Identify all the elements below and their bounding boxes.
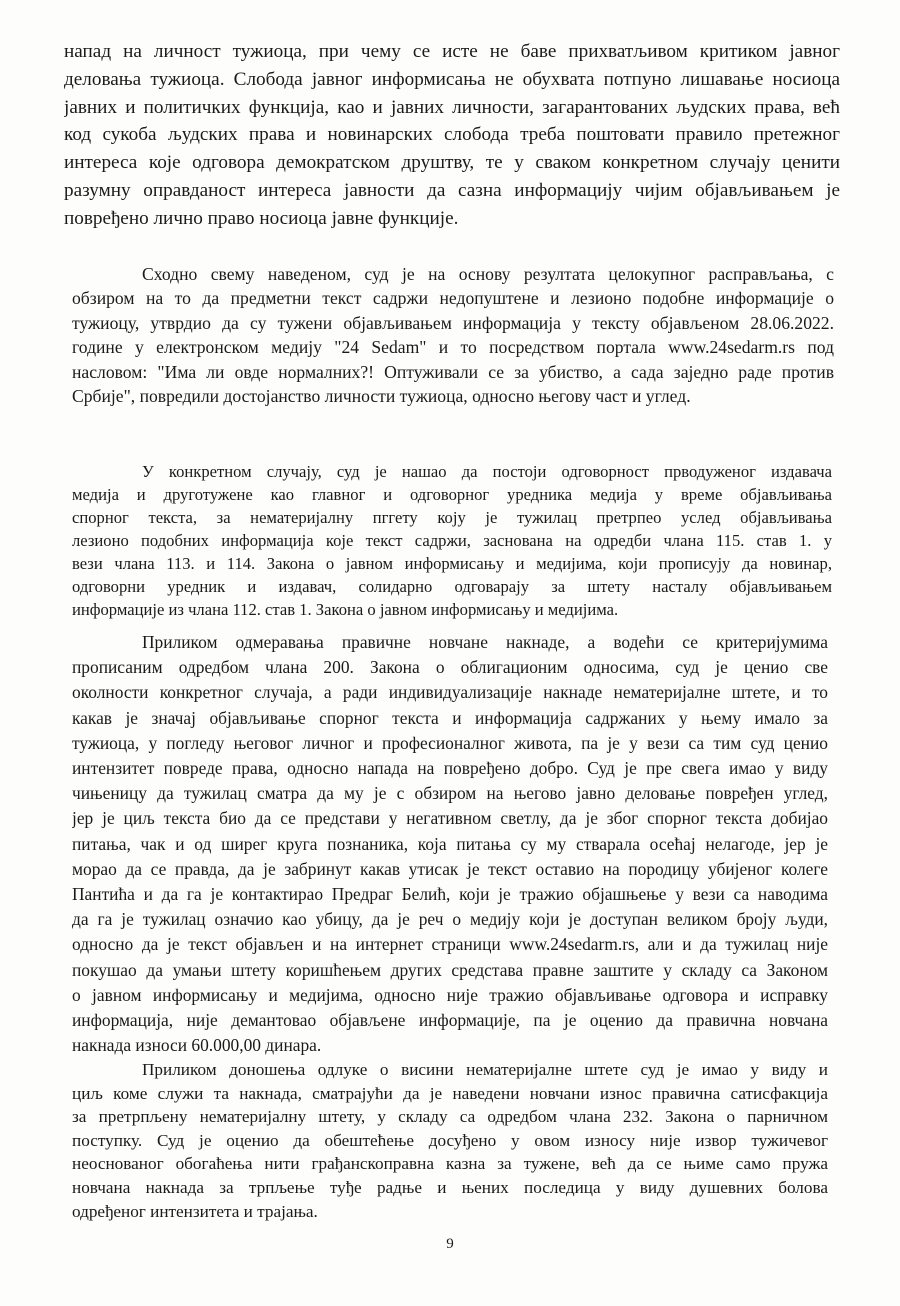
paragraph-line: тужиоца, у погледу његовог личног и професионалног живота, па је у вези са тим суд ценио xyxy=(72,732,828,753)
paragraph-line: о јавном информисању и медијима, односно није тражио објављивање одговора и исправку xyxy=(72,984,828,1005)
paragraph-line: околности конкретног случаја, а ради индивидуализације накнаде нематеријалне штете, и то xyxy=(72,682,828,703)
paragraph-line: информација, није демантовао објављене информације, па је оценио да правична новчана xyxy=(72,1010,828,1031)
paragraph-line: за претрпљену нематеријалну штету, у складу са одредбом члана 232. Закона о парничном xyxy=(72,1107,828,1127)
paragraph-line: поступку. Суд је оценио да обештећење досуђено у овом износу није извор тужичевог xyxy=(72,1130,828,1150)
paragraph-2 xyxy=(72,262,834,408)
paragraph-line: лезионо подобних информација које текст садржи, заснована на одредби члана 115. став 1. у xyxy=(72,531,832,550)
paragraph-line: године у електронском медију "24 Sedam" и то посредством портала www.24sedarm.rs под xyxy=(72,337,834,358)
paragraph-line: повређено лично право носиоца јавне функције. xyxy=(64,207,459,229)
paragraph-line: тужиоцу, утврдио да су тужени објављивањем информација у тексту објављеном 28.06.2022. xyxy=(72,312,834,333)
paragraph-line: одговорни уредник и издавач, солидарно одговарају за штету насталу објављивањем xyxy=(72,577,832,596)
paragraph-line: одређеног интензитета и трајања. xyxy=(72,1201,318,1221)
paragraph-line: информације из члана 112. став 1. Закона о јавном информисању и медијима. xyxy=(72,600,619,619)
paragraph-line: јавних и политичких функција, као и јавних личности, загарантованих људских права, већ xyxy=(64,96,840,118)
paragraph-line: Србије", повредили достојанство личности тужиоца, односно његову част и углед. xyxy=(72,386,691,407)
paragraph-line: циљ коме служи та накнада, сматрајући да је наведени новчани износ правична сатисфакција xyxy=(72,1083,828,1103)
paragraph-1 xyxy=(64,38,840,233)
paragraph-3 xyxy=(72,460,832,621)
paragraph-line: Сходно свему наведеном, суд је на основу резултата целокупног расправљања, с xyxy=(142,264,834,284)
paragraph-line: покушао да умањи штету коришћењем других средстава правне заштите у складу са Законом xyxy=(72,959,828,980)
paragraph-line: Приликом доношења одлуке о висини нематеријалне штете суд је имао у виду и xyxy=(142,1060,828,1079)
paragraph-line: јер је циљ текста био да се представи у негативном светлу, да је због спорног текста добијао xyxy=(72,808,828,829)
paragraph-line: односно да је текст објављен и на интернет страници www.24sedarm.rs, али и да тужилац није xyxy=(72,934,828,955)
paragraph-line: насловом: "Има ли овде нормалних?! Оптуживали се за убиство, а сада заједно раде против xyxy=(72,361,834,382)
paragraph-5 xyxy=(72,1058,828,1223)
paragraph-line: код сукоба људских права и новинарских слобода треба поштовати правило претежног xyxy=(64,124,840,146)
paragraph-line: медија и друготужене као главног и одговорног уредника медија у време објављивања xyxy=(72,485,832,504)
paragraph-line: питања, чак и од ширег круга познаника, која питања су му стварала осећај нелагоде, јер је xyxy=(72,833,828,854)
paragraph-line: какав је значај објављивање спорног текста и информација садржаних у њему имало за xyxy=(72,707,828,728)
paragraph-line: спорног текста, за нематеријалну пггету коју је тужилац претрпео услед објављивања xyxy=(72,508,832,527)
page-number: 9 xyxy=(446,1236,454,1252)
paragraph-line: вези члана 113. и 114. Закона о јавном информисању и медијима, који прописују да новинар, xyxy=(72,554,832,573)
paragraph-line: морао да се правда, да је забринут какав утисак је текст оставио на породицу убијеног колеге xyxy=(72,858,828,879)
paragraph-line: накнада износи 60.000,00 динара. xyxy=(72,1035,322,1056)
paragraph-line: обзиром на то да предметни текст садржи недопуштене и лезионо подобне информације о xyxy=(72,288,834,309)
paragraph-line: интензитет повреде права, односно напада на повређено добро. Суд је пре свега имао у виду xyxy=(72,758,828,779)
paragraph-line: интереса које одговора демократском друштву, те у сваком конкретном случају ценити xyxy=(64,152,840,174)
paragraph-line: разумну оправданост интереса јавности да сазна информацију чијим објављивањем је xyxy=(64,179,840,201)
paragraph-line: напад на личност тужиоца, при чему се исте не баве прихватљивом критиком јавног xyxy=(64,41,840,62)
paragraph-line: неоснованог обогаћења нити грађанскоправна казна за тужене, већ да се њиме само пружа xyxy=(72,1154,828,1174)
paragraph-line: Приликом одмеравања правичне новчане накнаде, а водећи се критеријумима xyxy=(142,632,828,652)
paragraph-line: чињеницу да тужилац сматра да му је с обзиром на његово јавно деловање повређен углед, xyxy=(72,783,828,804)
paragraph-4 xyxy=(72,630,828,1058)
paragraph-line: Пантића и да га је контактирао Предраг Белић, који је тражио објашњење у вези са наводима xyxy=(72,884,828,905)
paragraph-line: новчана накнада за трпљење туђе радње и њених последица у виду душевних болова xyxy=(72,1177,828,1197)
paragraph-line: У конкретном случају, суд је нашао да постоји одговорност прводуженог издавача xyxy=(142,462,832,481)
paragraph-line: да га је тужилац означио као убицу, да је реч о медију који је доступан великом броју људи, xyxy=(72,909,828,930)
paragraph-line: деловања тужиоца. Слобода јавног информисања не обухвата потпуно лишавање носиоца xyxy=(64,68,840,90)
paragraph-line: прописаним одредбом члана 200. Закона о облигационим односима, суд је ценио све xyxy=(72,657,828,678)
